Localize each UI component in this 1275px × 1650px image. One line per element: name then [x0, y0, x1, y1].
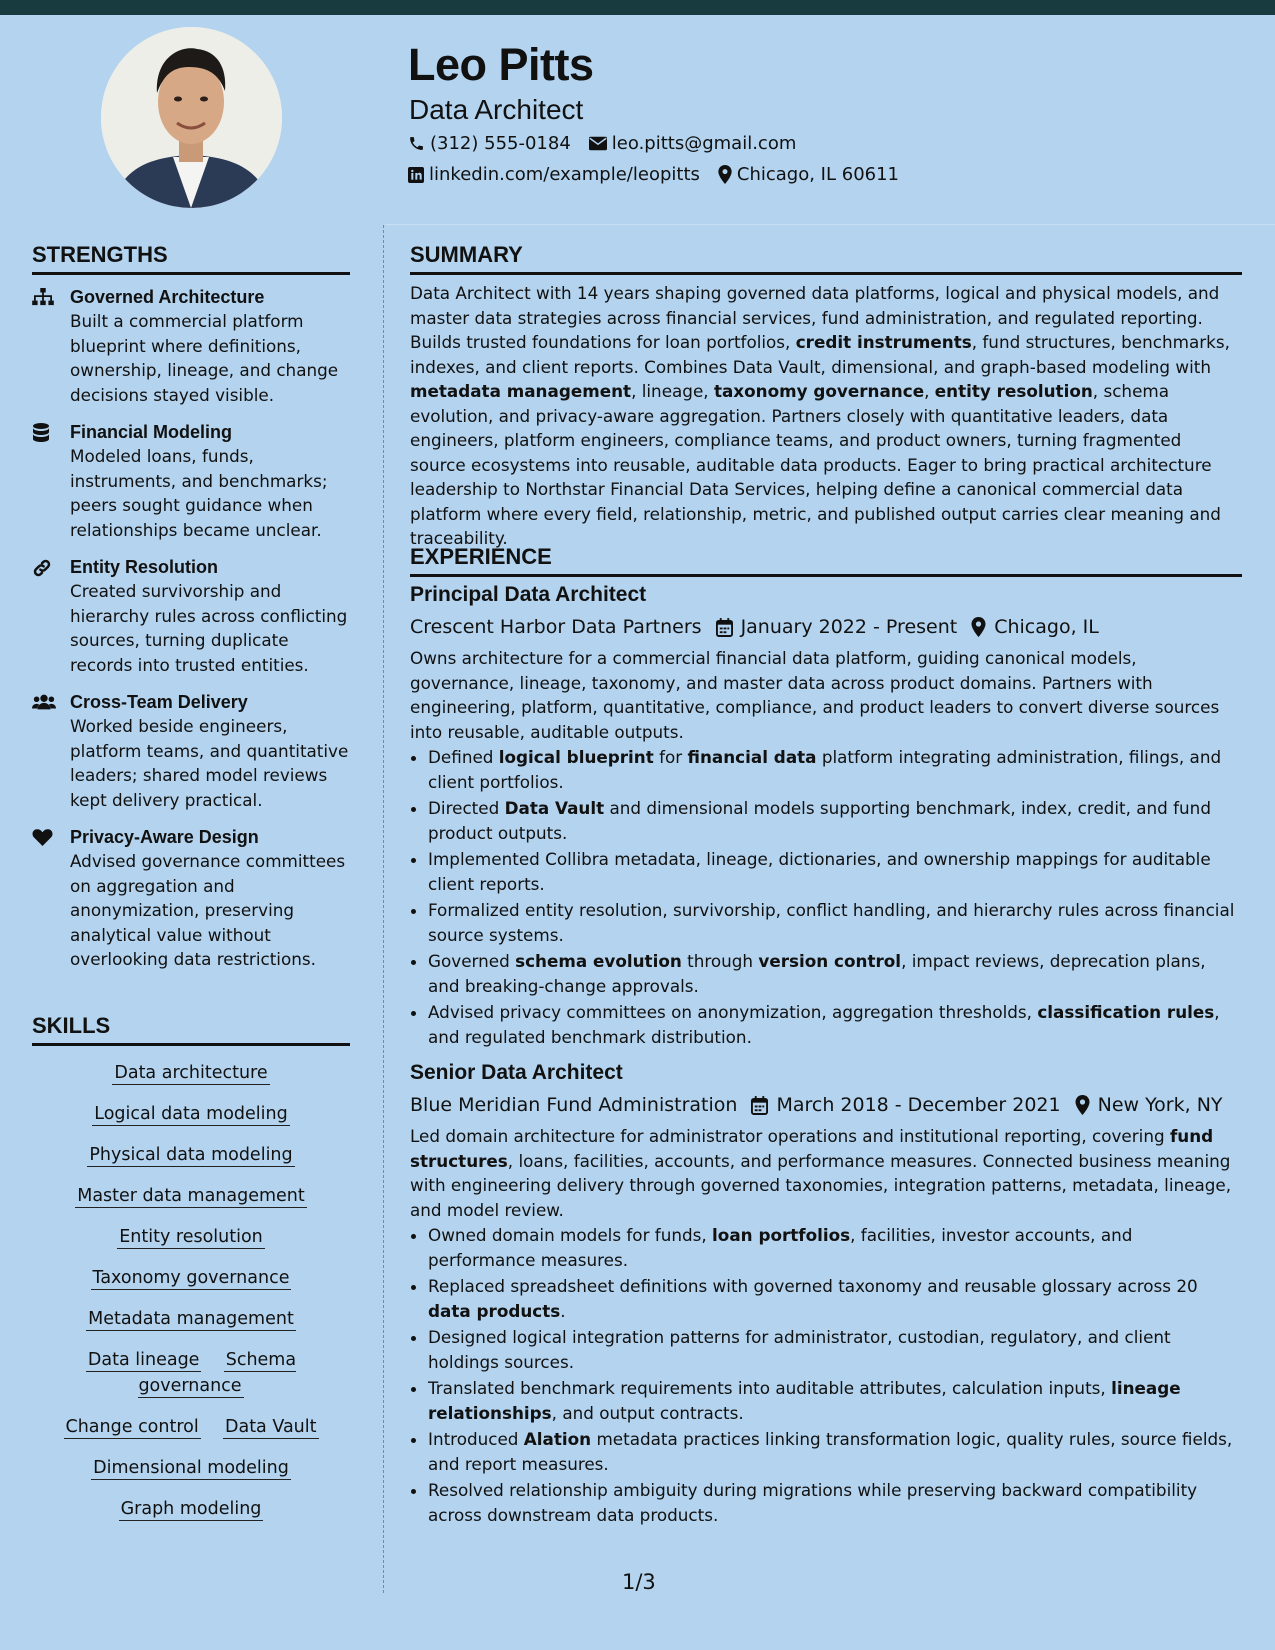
- job-company: Blue Meridian Fund Administration: [410, 1094, 738, 1116]
- email-contact[interactable]: [589, 133, 797, 154]
- strength-desc: Advised governance committees on aggregation and anonymization, preserving analytical value without overlooking data restrictions.: [70, 851, 346, 969]
- job-bullet: • Owned domain models for funds, loan portfolios, facilities, investor accounts, and performance measures.: [428, 1223, 1242, 1272]
- job-dates: March 2018 - December 2021: [776, 1094, 1061, 1116]
- strength-desc: Built a commercial platform blueprint where definitions, ownership, lineage, and change decisions stayed visible.: [70, 311, 339, 405]
- job-location: New York, NY: [1097, 1094, 1223, 1116]
- strengths-heading: STRENGTHS: [32, 244, 350, 275]
- email-text: leo.pitts@gmail.com: [611, 133, 797, 154]
- profile-photo: [101, 27, 282, 208]
- experience-section: [410, 581, 1242, 1529]
- phone-contact[interactable]: [408, 133, 571, 154]
- job-bullet: • Replaced spreadsheet definitions with governed taxonomy and reusable glossary across 20 data products.: [428, 1274, 1242, 1323]
- contact-row-1: [408, 133, 814, 154]
- envelope-icon: [589, 136, 607, 151]
- skill-tag: Graph modeling: [120, 1499, 262, 1519]
- linkedin-text: linkedin.com/example/leopitts: [429, 164, 700, 185]
- skill-tag: Entity resolution: [119, 1227, 263, 1247]
- job-bullet: • Translated benchmark requirements into auditable attributes, calculation inputs, lineage relationships, and output contracts.: [428, 1376, 1242, 1425]
- skill-tag: Data architecture: [114, 1063, 268, 1083]
- skill-tag: Change control: [65, 1417, 199, 1437]
- strengths-list: [32, 285, 352, 985]
- job-company: Crescent Harbor Data Partners: [410, 616, 702, 638]
- linkedin-contact[interactable]: [408, 164, 700, 185]
- strength-desc: Created survivorship and hierarchy rules across conflicting sources, turning duplicate records into trusted entities.: [70, 581, 348, 675]
- strength-item: [32, 690, 352, 812]
- job-meta: [410, 1091, 1242, 1119]
- strength-item: [32, 555, 352, 677]
- skill-tag: Metadata management: [88, 1309, 294, 1329]
- job-entry: [410, 581, 1242, 1049]
- location-text: Chicago, IL 60611: [736, 164, 899, 185]
- job-bullet: • Resolved relationship ambiguity during migrations while preserving backward compatibility across downstream data products.: [428, 1478, 1242, 1527]
- job-bullets: [410, 745, 1242, 1049]
- job-title: Senior Data Architect: [410, 1061, 623, 1084]
- skill-tag: Data lineage: [87, 1350, 200, 1370]
- skill-tag: Physical data modeling: [89, 1145, 293, 1165]
- job-description: Owns architecture for a commercial financial data platform, guiding canonical models, governance, lineage, taxonomy, and master data across product domains. Partners with engineering, platform, quantitative, compliance, and product leaders to convert diverse sources into reusable, auditable outputs.: [410, 648, 1220, 742]
- job-bullet: • Advised privacy committees on anonymization, aggregation thresholds, classification rules, and regulated benchmark distribution.: [428, 1000, 1242, 1049]
- strength-title: Entity Resolution: [70, 557, 218, 577]
- strength-title: Financial Modeling: [70, 422, 233, 442]
- job-description: Led domain architecture for administrator operations and institutional reporting, covering fund structures, loans, facilities, accounts, and performance measures. Connected business meaning with engineering delivery through governed taxonomies, integration patterns, metadata, lineage, and model review.: [410, 1126, 1232, 1220]
- skill-tag: Logical data modeling: [94, 1104, 288, 1124]
- strength-item: [32, 420, 352, 542]
- top-accent-bar: [0, 0, 1275, 15]
- job-location: Chicago, IL: [994, 616, 1099, 638]
- contact-row-2: [408, 164, 917, 185]
- experience-heading: EXPERIENCE: [410, 546, 1242, 577]
- job-bullet: • Defined logical blueprint for financial data platform integrating administration, filings, and client portfolios.: [428, 745, 1242, 794]
- location-contact: [718, 164, 899, 185]
- map-pin-icon: [1075, 1095, 1090, 1115]
- strength-title: Privacy-Aware Design: [70, 827, 259, 847]
- map-pin-icon: [971, 617, 986, 637]
- candidate-name: Leo Pitts: [408, 39, 594, 90]
- heart-icon: [32, 828, 53, 846]
- job-bullet: • Directed Data Vault and dimensional models supporting benchmark, index, credit, and fund product outputs.: [428, 796, 1242, 845]
- phone-text: (312) 555-0184: [430, 133, 571, 154]
- calendar-icon: [716, 618, 733, 637]
- job-dates: January 2022 - Present: [740, 616, 958, 638]
- map-pin-icon: [718, 165, 732, 184]
- skill-tag: Master data management: [77, 1186, 305, 1206]
- skill-tag: Dimensional modeling: [93, 1458, 289, 1478]
- job-bullet: • Designed logical integration patterns for administrator, custodian, regulatory, and client holdings sources.: [428, 1325, 1242, 1374]
- strength-title: Cross-Team Delivery: [70, 692, 248, 712]
- strength-item: [32, 825, 352, 972]
- skills-heading: SKILLS: [32, 1015, 350, 1046]
- database-icon: [32, 423, 50, 443]
- candidate-role: Data Architect: [409, 94, 584, 125]
- job-bullet: • Governed schema evolution through version control, impact reviews, deprecation plans, and breaking-change approvals.: [428, 949, 1242, 998]
- users-icon: [32, 693, 56, 711]
- strength-title: Governed Architecture: [70, 287, 265, 307]
- page-number: 1/3: [622, 1570, 656, 1594]
- summary-text: Data Architect with 14 years shaping governed data platforms, logical and physical models, and master data strategies across financial services, fund administration, and regulated reporting. Builds trusted foundations for loan portfolios, credit instruments, fund structures, benchmarks, indexes, and client reports. Combines Data Vault, dimensional, and graph-based modeling with metadata management, lineage, taxonomy governance, entity resolution, schema evolution, and privacy-aware aggregation. Partners closely with quantitative leaders, data engineers, platform engineers, compliance teams, and product owners, turning fragmented source ecosystems into reusable, auditable data products. Eager to bring practical architecture leadership to Northstar Financial Data Services, helping define a canonical commercial data platform where every field, relationship, metric, and published output carries clear meaning and traceability.: [410, 283, 1230, 548]
- job-bullet: • Introduced Alation metadata practices linking transformation logic, quality rules, source fields, and report measures.: [428, 1427, 1242, 1476]
- skills-list: [32, 1060, 350, 1522]
- strength-desc: Modeled loans, funds, instruments, and benchmarks; peers sought guidance when relationships became unclear.: [70, 446, 328, 540]
- strength-item: [32, 285, 352, 407]
- strength-desc: Worked beside engineers, platform teams, and quantitative leaders; shared model reviews kept delivery practical.: [70, 716, 349, 810]
- summary-heading: SUMMARY: [410, 244, 1242, 275]
- skill-tag: Schema governance: [138, 1350, 297, 1396]
- skill-tag: Data Vault: [225, 1417, 317, 1437]
- job-meta: [410, 613, 1242, 641]
- job-bullet: • Implemented Collibra metadata, lineage, dictionaries, and ownership mappings for auditable client reports.: [428, 847, 1242, 896]
- job-title: Principal Data Architect: [410, 583, 647, 606]
- job-bullet: • Formalized entity resolution, survivorship, conflict handling, and hierarchy rules across financial source systems.: [428, 898, 1242, 947]
- summary-section: [410, 281, 1242, 551]
- link-icon: [32, 558, 52, 578]
- column-divider: [383, 225, 384, 1593]
- job-entry: [410, 1059, 1242, 1527]
- phone-icon: [408, 135, 425, 152]
- header-divider: [385, 224, 1275, 225]
- linkedin-icon: [408, 167, 424, 183]
- skill-tag: Taxonomy governance: [92, 1268, 290, 1288]
- job-bullets: [410, 1223, 1242, 1527]
- sitemap-icon: [32, 288, 54, 306]
- calendar-icon: [751, 1096, 768, 1115]
